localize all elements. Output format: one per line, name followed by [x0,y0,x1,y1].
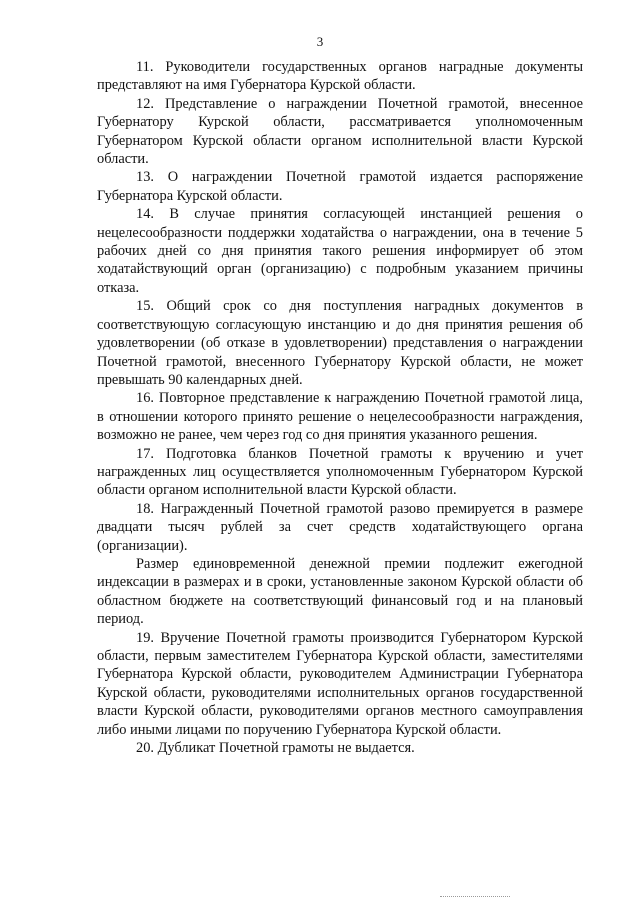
paragraph-18: 18. Награжденный Почетной грамотой разово премируется в размере двадцати тысяч рублей за счет средств ходатайствующего органа (организации). [97,500,583,554]
paragraph-14: 14. В случае принятия согласующей инстанцией решения о нецелесообразности поддержки ходатайства о награждении, она в течение 5 рабочих дней со дня принятия такого решения информирует об этом ходатайствующий орган (организацию) с подробным указанием причины отказа. [97,206,583,296]
page-number: 3 [316,34,324,49]
paragraph-15: 15. Общий срок со дня поступления наградных документов в соответствующую согласующую инстанцию и до дня принятия решения об удовлетворении (об отказе в удовлетворении) представления о награждении Почетной грамотой, внесенного Губернатору Курской области, не может превышать 90 календарных дней. [97,298,583,388]
scan-footer-mark [440,896,510,898]
paragraph-12: 12. Представление о награждении Почетной грамотой, внесенное Губернатору Курской области, рассматривается уполномоченным Губернатором Курской области органом исполнительной власти Курской области. [97,95,583,168]
paragraph-11: 11. Руководители государственных органов наградные документы представляют на имя Губернатора Курской области. [97,59,583,94]
paragraph-16: 16. Повторное представление к награждению Почетной грамотой лица, в отношении которого принято решение о нецелесообразности награждения, возможно не ранее, чем через год со дня принятия указанного решения. [97,390,583,444]
paragraph-19: 19. Вручение Почетной грамоты производится Губернатором Курской области, первым заместителем Губернатора Курской области, заместителями Губернатора Курской области, руководителем Администрации Губернатора Курской области, руководителями исполнительных органов государственной власти Курской области, руководителями органов местного самоуправления либо иными лицами по поручению Губернатора Курской области. [97,629,583,738]
document-body [97,58,583,757]
paragraph-20: 20. Дубликат Почетной грамоты не выдается. [136,740,415,757]
paragraph-17: 17. Подготовка бланков Почетной грамоты к вручению и учет награжденных лиц осуществляется уполномоченным Губернатором Курской области органом исполнительной власти Курской области. [97,445,583,499]
paragraph-18-premium-indexation: Размер единовременной денежной премии подлежит ежегодной индексации в размерах и в сроки, установленные законом Курской области об областном бюджете на соответствующий финансовый год и на плановый период. [97,555,583,628]
paragraph-13: 13. О награждении Почетной грамотой издается распоряжение Губернатора Курской области. [97,169,583,204]
